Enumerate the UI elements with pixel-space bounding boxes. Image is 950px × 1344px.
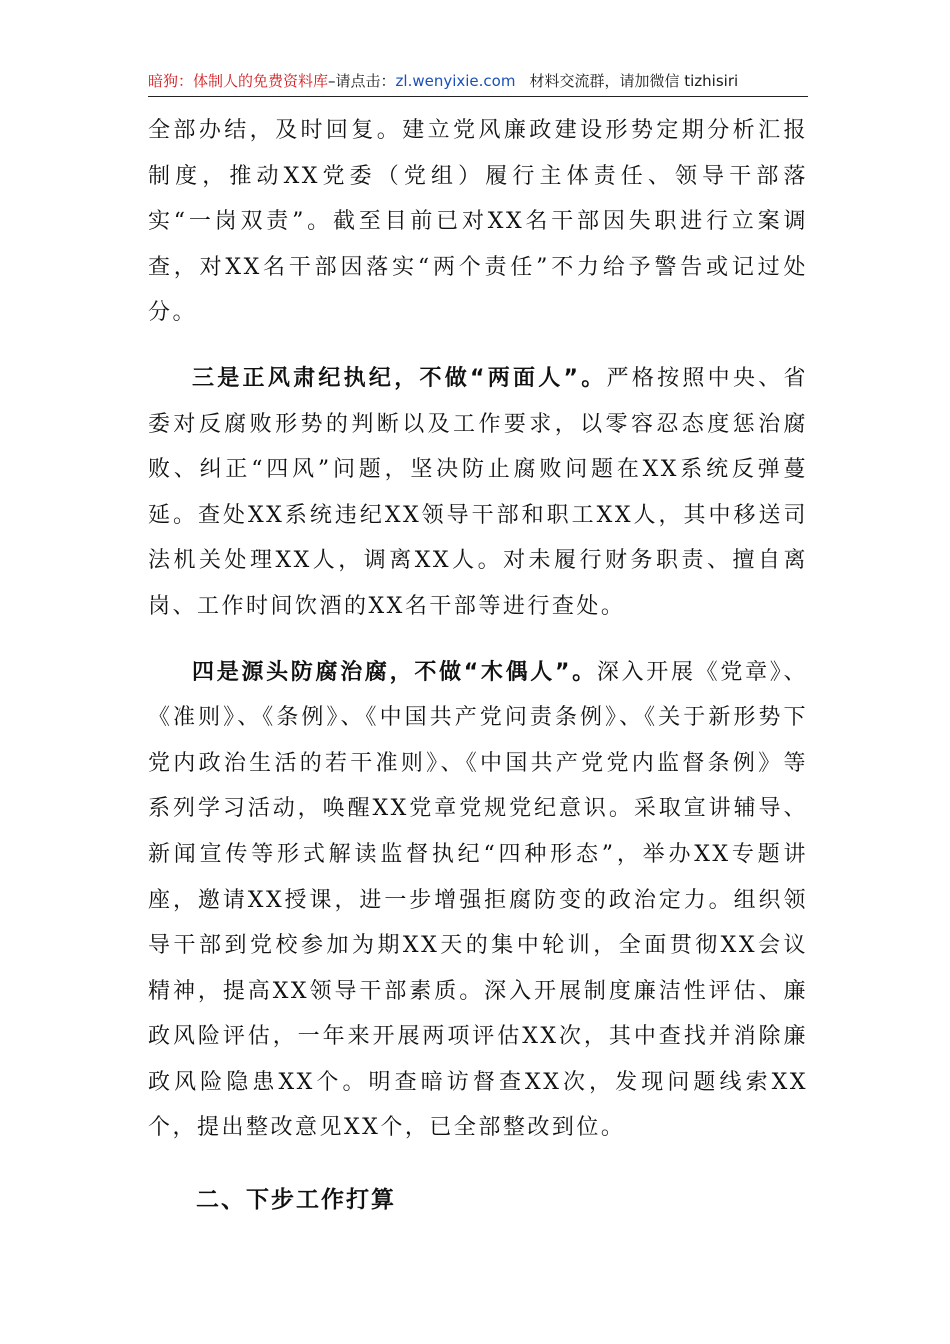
header-group-note: 材料交流群，请加微信 tizhisiri [529,72,739,90]
paragraph-continuation: 全部办结，及时回复。建立党风廉政建设形势定期分析汇报制度，推动XX党委（党组）履行主体责任、领导干部落实“一岗双责”。截至目前已对XX名干部因失职进行立案调查，对XX名干部因落实“两个责任”不力给予警告或记过处分。 [148,118,808,326]
header-brand: 暗狗：体制人的免费资料库 [148,72,329,90]
document-body [148,108,808,1223]
paragraph-item-four [148,650,808,1152]
header-prompt: –请点击： [328,72,396,90]
paragraph-spacer [148,336,808,356]
header-url-link[interactable]: zl.wenyixie.com [395,72,516,90]
paragraph-lead-three: 三是正风肃纪执纪，不做“两面人”。 [192,365,607,391]
section-heading: 二、下步工作打算 [196,1187,396,1214]
paragraph-item-three [148,356,808,630]
watermark-header [148,66,808,97]
paragraph-spacer [148,630,808,650]
section-spacer [148,1151,808,1177]
paragraph-body-four: 深入开展《党章》、《准则》、《条例》、《中国共产党问责条例》、《关于新形势下党内政治生活的若干准则》、《中国共产党党内监督条例》等系列学习活动，唤醒XX党章党规党纪意识。采取宣讲辅导、新闻宣传等形式解读监督执纪“四种形态”，举办XX专题讲座，邀请XX授课，进一步增强拒腐防变的政治定力。组织领导干部到党校参加为期XX天的集中轮训，全面贯彻XX会议精神，提高XX领导干部素质。深入开展制度廉洁性评估、廉政风险评估，一年来开展两项评估XX次，其中查找并消除廉政风险隐患XX个。明查暗访督查XX次，发现问题线索XX个，提出整改意见XX个，已全部整改到位。 [148,659,808,1141]
paragraph-body-three: 严格按照中央、省委对反腐败形势的判断以及工作要求，以零容忍态度惩治腐败、纠正“四风”问题，坚决防止腐败问题在XX系统反弹蔓延。查处XX系统违纪XX领导干部和职工XX人，其中移送司法机关处理XX人，调离XX人。对未履行财务职责、擅自离岗、工作时间饮酒的XX名干部等进行查处。 [148,365,808,619]
paragraph-lead-four: 四是源头防腐治腐，不做“木偶人”。 [192,659,597,685]
